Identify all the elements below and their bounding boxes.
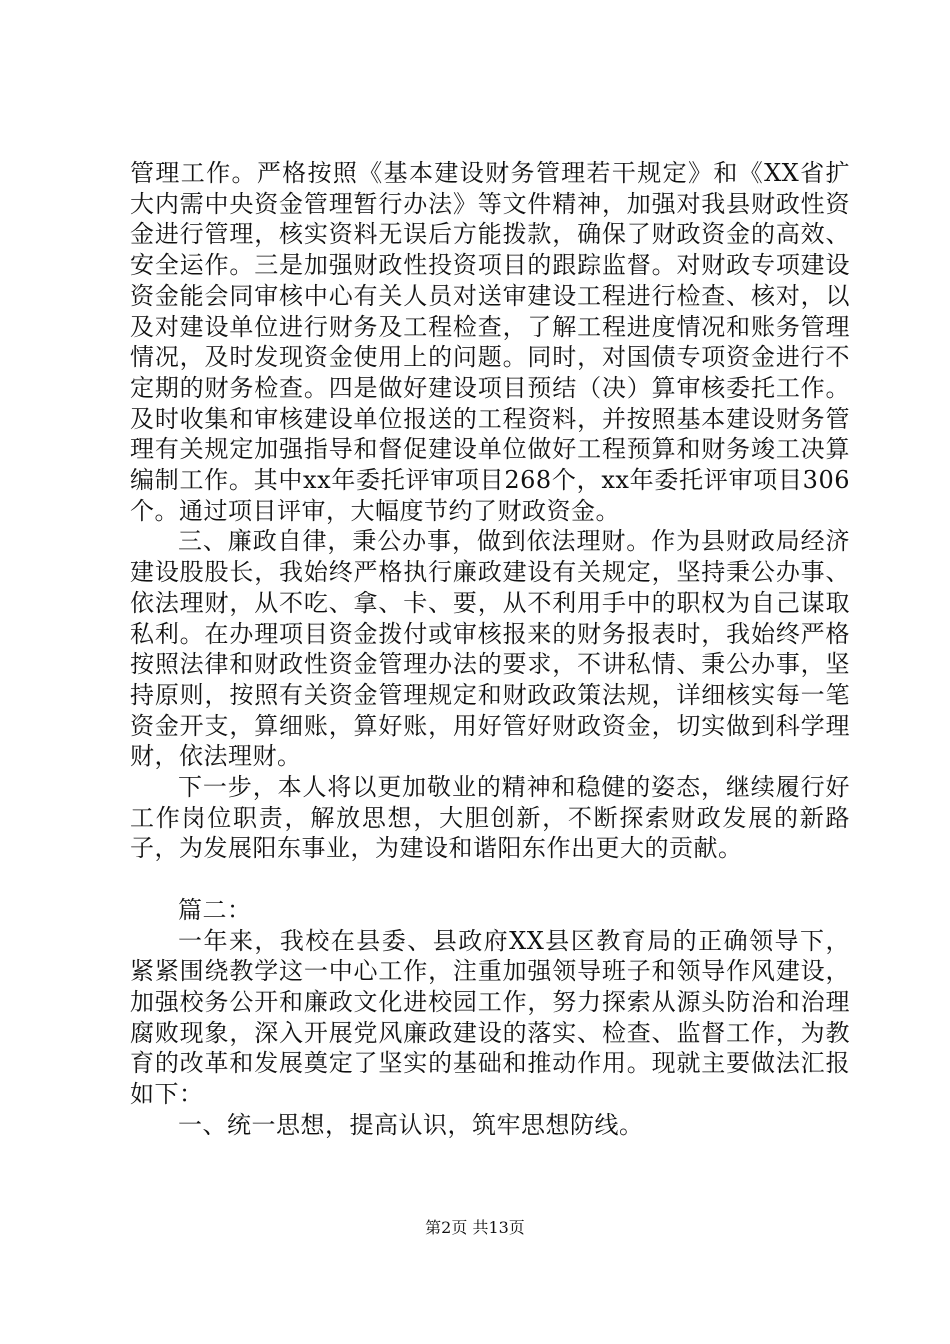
paragraph-next-step: 下一步，本人将以更加敬业的精神和稳健的姿态，继续履行好工作岗位职责，解放思想，大胆创新，不断探索财政发展的新路子，为发展阳东事业，为建设和谐阳东作出更大的贡献。 [130,773,850,863]
paragraph-item-one: 一、统一思想，提高认识，筑牢思想防线。 [178,1110,644,1139]
section-heading-part-two: 篇二： [178,895,252,924]
paragraph-intro-part-two: 一年来，我校在县委、县政府XX县区教育局的正确领导下，紧紧围绕教学这一中心工作，注重加强领导班子和领导作风建设，加强校务公开和廉政文化进校园工作，努力探索从源头防治和治理腐败现象，深入开展党风廉政建设的落实、检查、监督工作，为教育的改革和发展奠定了坚实的基础和推动作用。现就主要做法汇报如下： [130,926,850,1109]
paragraph-section-three: 三、廉政自律，秉公办事，做到依法理财。作为县财政局经济建设股股长，我始终严格执行廉政建设有关规定，坚持秉公办事、依法理财，从不吃、拿、卡、要，从不利用手中的职权为自己谋取私利。在办理项目资金拨付或审核报来的财务报表时，我始终严格按照法律和财政性资金管理办法的要求，不讲私情、秉公办事，坚持原则，按照有关资金管理规定和财政政策法规，详细核实每一笔资金开支，算细账，算好账，用好管好财政资金，切实做到科学理财，依法理财。 [130,527,850,771]
paragraph-spacer [130,864,850,895]
document-body [130,158,850,1140]
paragraph-continuation: 管理工作。严格按照《基本建设财务管理若干规定》和《XX省扩大内需中央资金管理暂行办法》等文件精神，加强对我县财政性资金进行管理，核实资料无误后方能拨款，确保了财政资金的高效、安全运作。三是加强财政性投资项目的跟踪监督。对财政专项建设资金能会同审核中心有关人员对送审建设工程进行检查、核对，以及对建设单位进行财务及工程检查，了解工程进度情况和账务管理情况，及时发现资金使用上的问题。同时，对国债专项资金进行不定期的财务检查。四是做好建设项目预结（决）算审核委托工作。及时收集和审核建设单位报送的工程资料，并按照基本建设财务管理有关规定加强指导和督促建设单位做好工程预算和财务竣工决算编制工作。其中xx年委托评审项目268个，xx年委托评审项目306个。通过项目评审，大幅度节约了财政资金。 [130,159,850,525]
page-number-footer: 第2页 共13页 [425,1218,525,1237]
